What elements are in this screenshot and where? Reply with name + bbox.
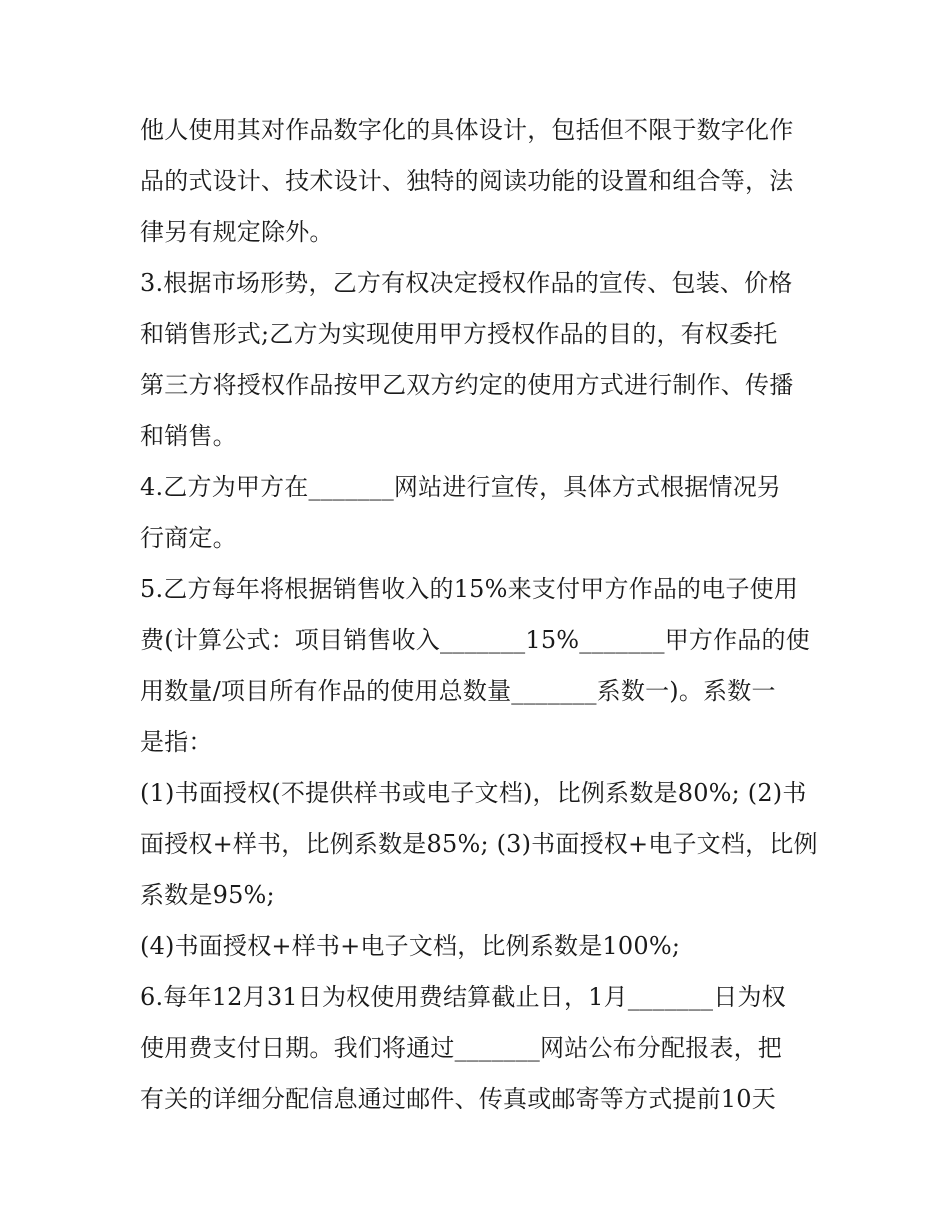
text-line: 系数是95%; bbox=[140, 881, 275, 909]
document-body bbox=[140, 105, 820, 1125]
text-line: 6.每年12月31日为权使用费结算截止日，1月_______日为权 bbox=[140, 983, 786, 1011]
text-line: 面授权+样书，比例系数是85%; (3)书面授权+电子文档，比例 bbox=[140, 830, 818, 858]
text-line: (4)书面授权+样书+电子文档，比例系数是100%; bbox=[140, 932, 681, 960]
text-line: 费(计算公式：项目销售收入_______15%_______甲方作品的使 bbox=[140, 626, 810, 654]
text-line: 他人使用其对作品数字化的具体设计，包括但不限于数字化作 bbox=[140, 116, 794, 144]
text-line: (1)书面授权(不提供样书或电子文档)，比例系数是80%; (2)书 bbox=[140, 779, 807, 807]
text-line: 是指： bbox=[140, 728, 213, 756]
text-line: 5.乙方每年将根据销售收入的15%来支付甲方作品的电子使用 bbox=[140, 575, 799, 603]
text-line: 用数量/项目所有作品的使用总数量_______系数一)。系数一 bbox=[140, 677, 776, 705]
text-line: 3.根据市场形势，乙方有权决定授权作品的宣传、包装、价格 bbox=[140, 269, 793, 297]
text-line: 和销售。 bbox=[140, 422, 237, 450]
text-line: 行商定。 bbox=[140, 524, 237, 552]
text-line: 使用费支付日期。我们将通过_______网站公布分配报表，把 bbox=[140, 1034, 782, 1062]
text-line: 和销售形式;乙方为实现使用甲方授权作品的目的，有权委托 bbox=[140, 320, 778, 348]
text-line: 律另有规定除外。 bbox=[140, 218, 334, 246]
text-line: 品的式设计、技术设计、独特的阅读功能的设置和组合等，法 bbox=[140, 167, 794, 195]
text-line: 4.乙方为甲方在_______网站进行宣传，具体方式根据情况另 bbox=[140, 473, 782, 501]
text-line: 有关的详细分配信息通过邮件、传真或邮寄等方式提前10天 bbox=[140, 1085, 776, 1113]
text-line: 第三方将授权作品按甲乙双方约定的使用方式进行制作、传播 bbox=[140, 371, 794, 399]
